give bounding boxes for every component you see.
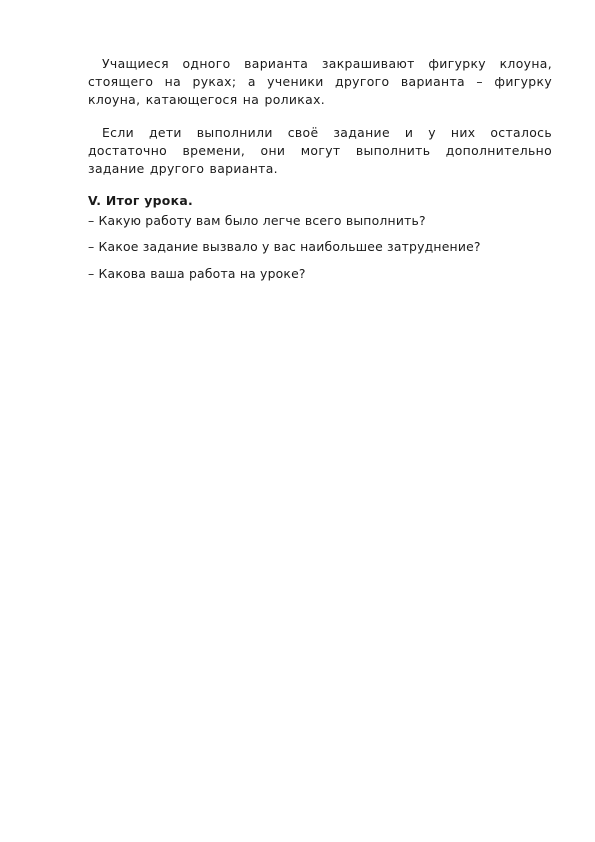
question-work-evaluation: – Какова ваша работа на уроке? [88,265,306,281]
question-easiest-work: – Какую работу вам было легче всего выполнить? [88,212,426,228]
document-page [88,55,552,291]
section-heading: V. Итог урока. [88,193,193,209]
paragraph-extra-task: Если дети выполнили своё задание и у них осталось достаточно времени, они могут выполнить дополнительно задание другого варианта. [88,124,552,177]
question-hardest-task: – Какое задание вызвало у вас наибольшее затруднение? [88,239,481,255]
paragraph-coloring-task: Учащиеся одного варианта закрашивают фигурку клоуна, стоящего на руках; а ученики другого варианта – фигурку клоуна, катающегося на роликах. [88,56,552,108]
